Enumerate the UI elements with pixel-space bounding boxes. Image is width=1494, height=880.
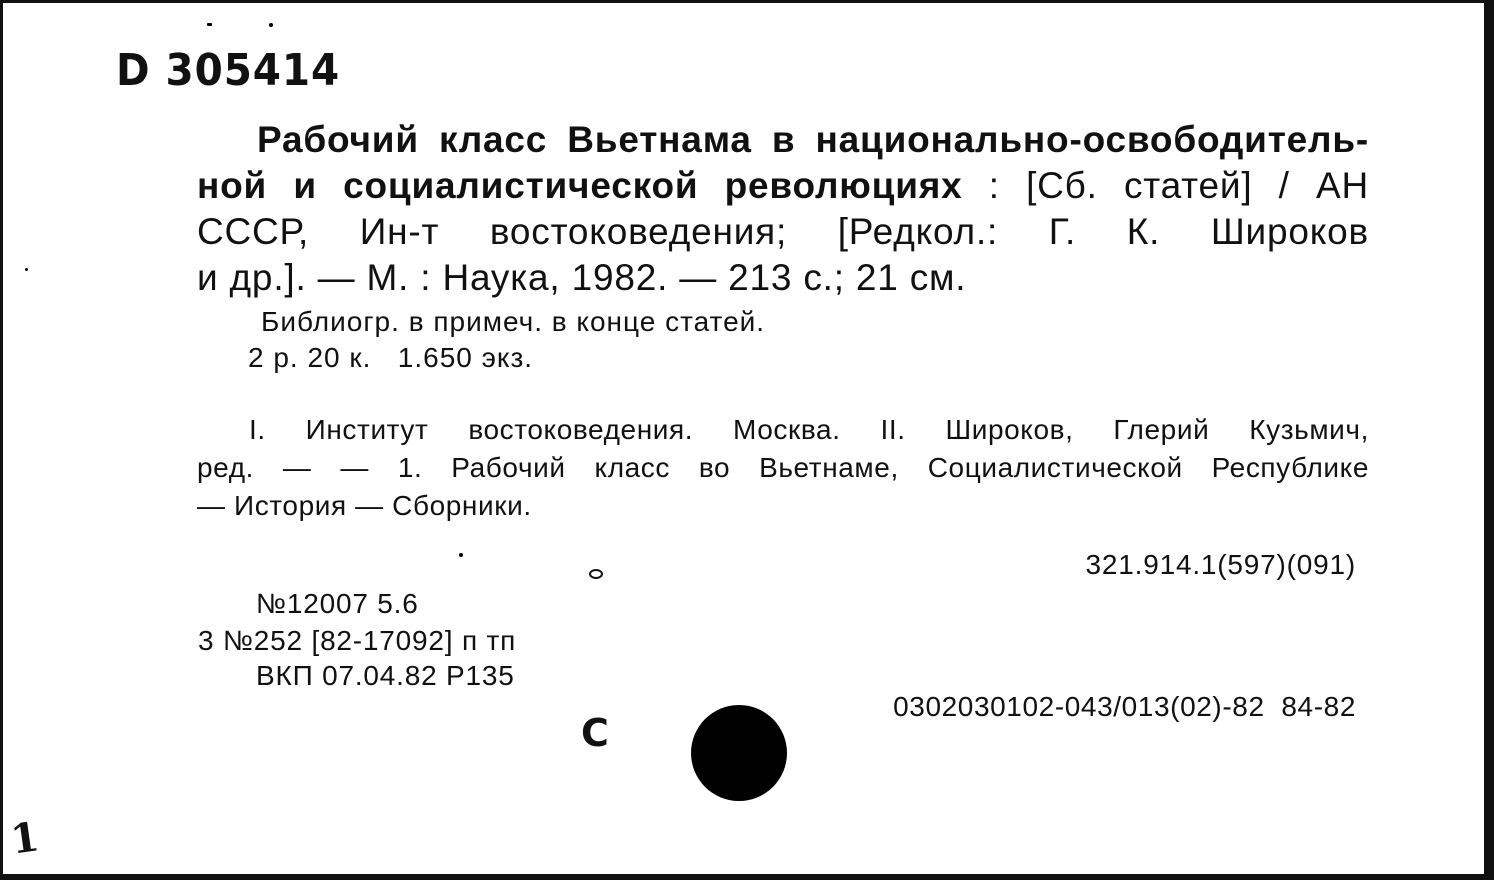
call-number: D 305414	[116, 45, 341, 96]
speck	[459, 553, 463, 557]
bibliography-note: Библиогр. в примеч. в конце статей.	[261, 306, 766, 337]
entry-line-2-rest: : [Сб. статей] / АН	[962, 165, 1369, 206]
entry-line-2	[197, 163, 1369, 209]
catalog-line-3: ВКП 07.04.82 Р135	[256, 660, 515, 691]
speck	[589, 569, 603, 579]
catalog-line-1: №12007 5.6	[256, 588, 419, 619]
speck	[269, 23, 273, 27]
title-part-2: ной и социалистической революциях	[197, 165, 963, 206]
subjects-line-2: ред. — — 1. Рабочий класс во Вьетнаме, Социалистической Республике	[197, 452, 1369, 483]
subject-headings	[197, 411, 1369, 525]
speck	[25, 268, 28, 271]
entry-line-3: СССР, Ин-т востоковедения; [Редкол.: Г. К. Широков	[197, 211, 1369, 252]
punch-hole	[691, 705, 787, 801]
classification-code: 321.914.1(597)(091)	[1085, 549, 1356, 580]
price-note: 2 р. 20 к. 1.650 экз.	[248, 342, 534, 373]
catalog-line-2: 3 №252 [82-17092] п тп	[198, 625, 517, 656]
subjects-line-1: I. Институт востоковедения. Москва. II. Широков, Глерий Кузьмич,	[249, 414, 1369, 445]
stamp-letter: С	[581, 711, 609, 755]
publisher-code: 0302030102-043/013(02)-82 84-82	[893, 691, 1356, 722]
subjects-line-3: — История — Сборники.	[197, 490, 532, 521]
entry-line-4: и др.]. — М. : Наука, 1982. — 213 с.; 21 см.	[197, 257, 967, 298]
entry-line-1	[197, 117, 1369, 163]
bibliographic-entry	[197, 117, 1369, 301]
title-part-1: Рабочий класс Вьетнама в национально-освободитель-	[257, 119, 1369, 160]
margin-mark: 1	[7, 813, 42, 864]
speck	[207, 23, 212, 26]
